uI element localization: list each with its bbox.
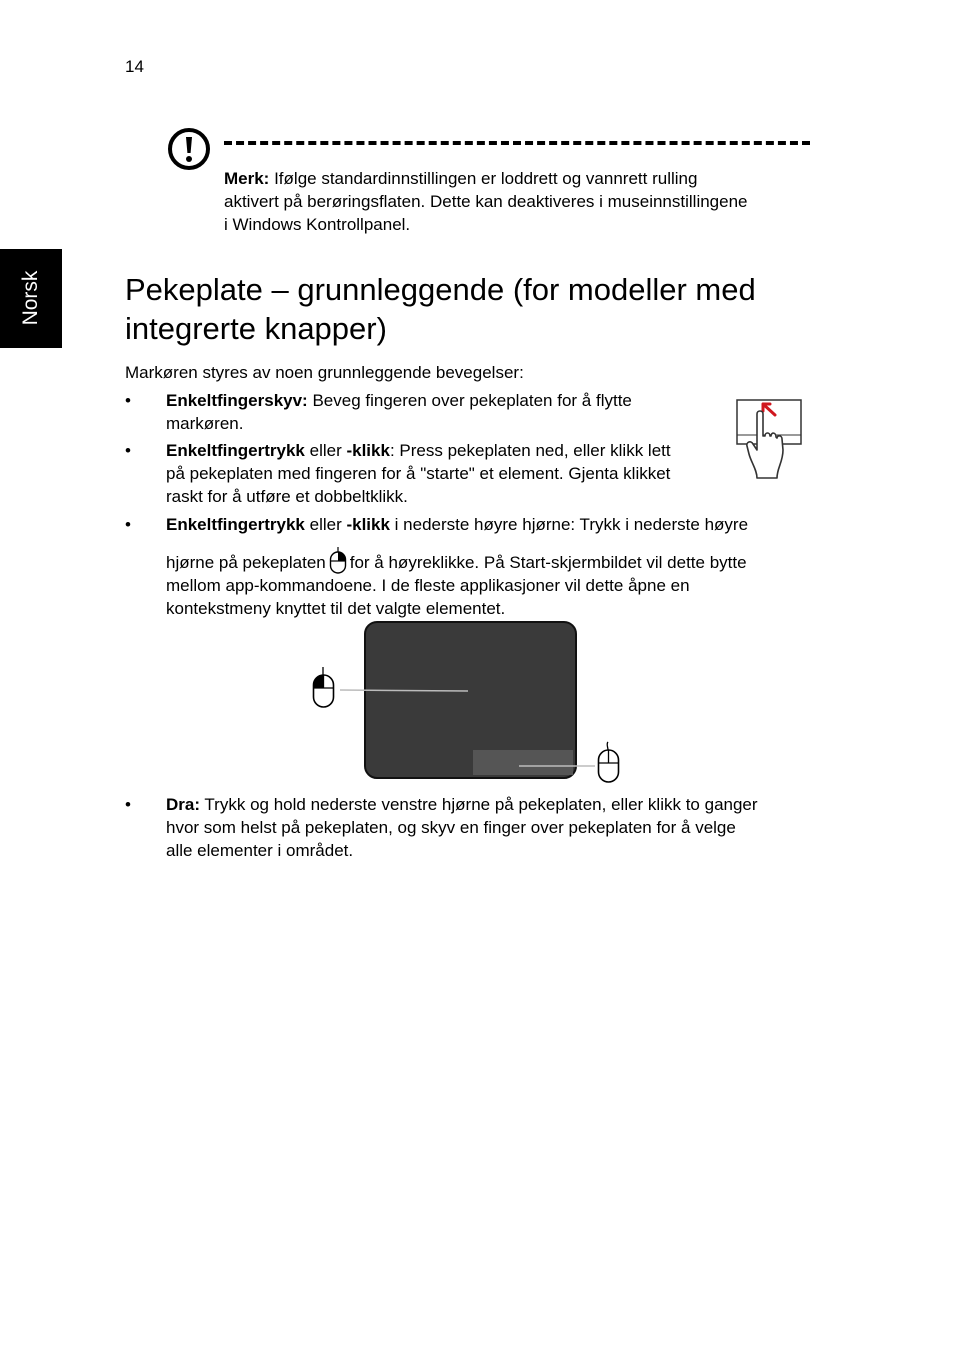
bullet-line: markøren.: [166, 414, 244, 433]
left-click-mouse-icon: [314, 667, 334, 707]
bullet-drag: [166, 793, 758, 862]
bullet-marker: •: [125, 515, 131, 534]
bullet-single-finger-slide: [166, 389, 632, 435]
bullet-line: på pekeplaten med fingeren for å "starte" et element. Gjenta klikket: [166, 464, 671, 483]
bullet-connector: eller: [304, 441, 347, 460]
bullet-term: Enkeltfingerskyv:: [166, 391, 308, 410]
touchpad-right-click-zone: [473, 750, 573, 775]
note-line-2: aktivert på berøringsflaten. Dette kan deaktiveres i museinnstillingene: [224, 192, 748, 211]
bullet-term: Enkeltfingertrykk: [166, 441, 305, 460]
note-label: Merk:: [224, 169, 270, 188]
bullet-right-click: [166, 513, 748, 620]
note-text: [224, 167, 799, 236]
bullet-term: -klikk: [346, 441, 390, 460]
bullet-term: Enkeltfingertrykk: [166, 515, 305, 534]
note-line-1: Ifølge standardinnstillingen er loddrett og vannrett rulling: [269, 169, 698, 188]
section-title-line-1: Pekeplate – grunnleggende (for modeller med: [125, 272, 756, 307]
section-title-line-2: integrerte knapper): [125, 311, 387, 346]
bullet-marker: •: [125, 441, 131, 460]
bullet-marker: •: [125, 795, 131, 814]
right-click-mouse-icon: [599, 742, 619, 782]
bullet-line: i nederste høyre hjørne: Trykk i nederste høyre: [389, 515, 749, 534]
bullet-line: Beveg fingeren over pekeplaten for å flytte: [307, 391, 632, 410]
bullet-marker: •: [125, 391, 131, 410]
bullet-line: for å høyreklikke. På Start-skjermbildet vil dette bytte: [349, 553, 747, 572]
bullet-line: Trykk og hold nederste venstre hjørne på pekeplaten, eller klikk to ganger: [200, 795, 758, 814]
page-number: 14: [125, 57, 144, 76]
bullet-line: raskt for å utføre et dobbeltklikk.: [166, 487, 408, 506]
note-line-3: i Windows Kontrollpanel.: [224, 215, 411, 234]
left-click-pointer-line: [340, 690, 468, 691]
bullet-line: : Press pekeplaten ned, eller klikk lett: [389, 441, 671, 460]
bullet-term: Dra:: [166, 795, 201, 814]
finger-slide-illustration: [735, 398, 805, 482]
section-intro: Markøren styres av noen grunnleggende bevegelser:: [125, 363, 524, 382]
bullet-line: kontekstmeny knyttet til det valgte elementet.: [166, 599, 506, 618]
bullet-single-finger-tap: [166, 439, 671, 508]
language-side-tab: [0, 249, 62, 348]
bullet-term: -klikk: [346, 515, 390, 534]
touchpad-diagram: [308, 620, 628, 792]
bullet-connector: eller: [304, 515, 347, 534]
bullet-line: mellom app-kommandoene. I de fleste applikasjoner vil dette åpne en: [166, 576, 690, 595]
language-side-tab-label: Norsk: [19, 270, 42, 326]
bullet-line: hvor som helst på pekeplaten, og skyv en finger over pekeplaten for å velge: [166, 818, 736, 837]
note-dashed-divider: [224, 141, 810, 145]
right-click-mouse-icon: [329, 546, 347, 574]
exclamation-warning-icon: [167, 127, 211, 171]
bullet-line: hjørne på pekeplaten: [166, 553, 326, 572]
bullet-line: alle elementer i området.: [166, 841, 354, 860]
section-title: [125, 270, 825, 348]
